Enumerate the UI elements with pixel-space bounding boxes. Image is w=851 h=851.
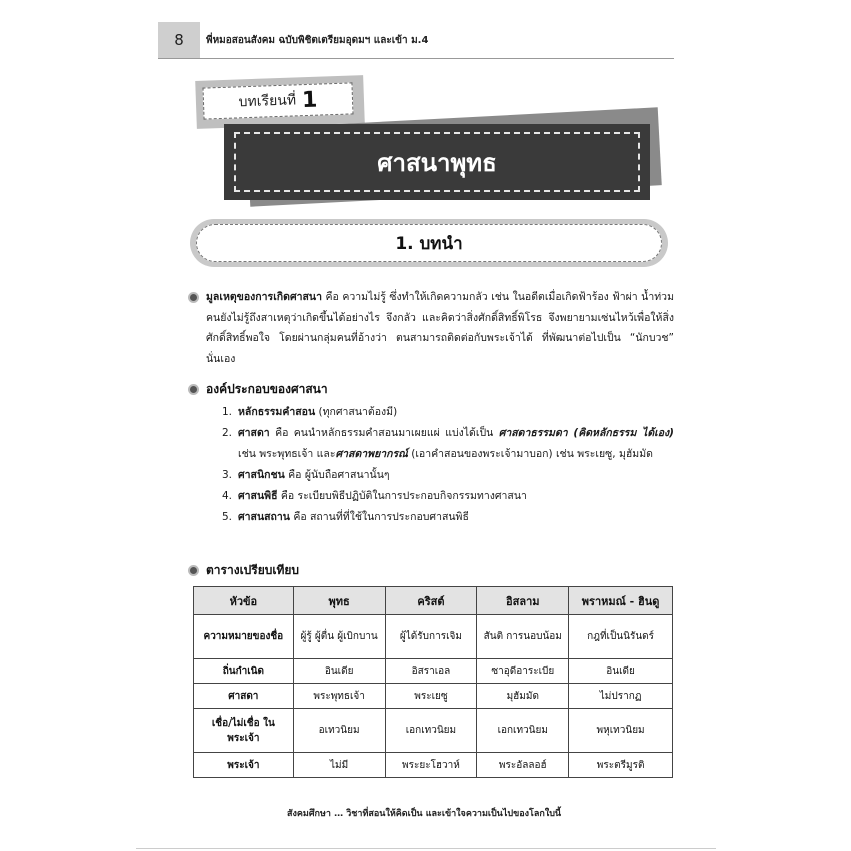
table-cell: อินเดีย [293, 659, 385, 684]
page-number: 8 [174, 31, 184, 49]
table-cell: พระยะโฮวาห์ [385, 753, 477, 778]
chapter-number: 1 [301, 87, 318, 113]
bullet-icon [188, 292, 199, 303]
table-cell: อิสราเอล [385, 659, 477, 684]
column-header: อิสลาม [477, 587, 569, 615]
table-cell: ผู้รู้ ผู้ตื่น ผู้เบิกบาน [293, 615, 385, 659]
table-cell: กฎที่เป็นนิรันดร์ [569, 615, 673, 659]
table-cell: พระเยซู [385, 684, 477, 709]
intro-lead: มูลเหตุของการเกิดศาสนา [206, 291, 322, 303]
table-header-row [194, 587, 673, 615]
table-cell: ซาอุดีอาระเบีย [477, 659, 569, 684]
list-item: 2. ศาสดา คือ คนนำหลักธรรมคำสอนมาเผยแผ่ แบ่งได้เป็น ศาสดาธรรมดา (คิดหลักธรรม ได้เอง) เช่น พระพุทธเจ้า และศาสดาพยากรณ์ (เอาคำสอนของพระเจ้ามาบอก) เช่น พระเยซู, มุฮัมมัด [222, 427, 674, 460]
intro-paragraph [206, 287, 674, 369]
table-cell: พระพุทธเจ้า [293, 684, 385, 709]
table-cell: เชื่อ/ไม่เชื่อ ในพระเจ้า [194, 709, 294, 753]
column-header: พุทธ [293, 587, 385, 615]
table-cell: พหุเทวนิยม [569, 709, 673, 753]
intro-text: คือ ความไม่รู้ ซึ่งทำให้เกิดความกลัว เช่น ในอดีตเมื่อเกิดฟ้าร้อง ฟ้าผ่า น้ำท่วม คนยังไม่รู้ถึงสาเหตุว่าเกิดขึ้นได้อย่างไร จึงกลัว และคิดว่าสิ่งศักดิ์สิทธิ์พิโรธ จึงพยายามเซ่นไหว้เพื่อให้สิ่งศักดิ์สิทธิ์พอใจ โดยผ่านกลุ่มคนที่อ้างว่า ตนสามารถติดต่อกับพระเจ้าได้ ที่พัฒนาต่อไปเป็น “นักบวช” นั่นเอง [206, 291, 674, 365]
table-cell: ไม่ปรากฏ [569, 684, 673, 709]
table-cell: ไม่มี [293, 753, 385, 778]
chapter-tab [202, 82, 353, 119]
bullet-icon [188, 384, 199, 395]
column-header: หัวข้อ [194, 587, 294, 615]
list-item: 4. ศาสนพิธี คือ ระเบียบพิธีปฏิบัติในการประกอบกิจกรรมทางศาสนา [222, 490, 527, 502]
table-row [194, 709, 673, 753]
table-row [194, 659, 673, 684]
footer-divider [136, 848, 716, 849]
table-cell: ถิ่นกำเนิด [194, 659, 294, 684]
table-cell: อเทวนิยม [293, 709, 385, 753]
list-item: 3. ศาสนิกชน คือ ผู้นับถือศาสนานั้นๆ [222, 469, 390, 481]
footer-text: สังคมศึกษา … วิชาที่สอนให้คิดเป็น และเข้าใจความเป็นไปของโลกใบนี้ [287, 809, 562, 819]
section-pill [196, 224, 662, 262]
header-divider [158, 58, 674, 59]
table-row [194, 615, 673, 659]
table-cell: เอกเทวนิยม [385, 709, 477, 753]
table-cell: สันติ การนอบน้อม [477, 615, 569, 659]
table-cell: ผู้ได้รับการเจิม [385, 615, 477, 659]
list-item: 5. ศาสนสถาน คือ สถานที่ที่ใช้ในการประกอบศาสนพิธี [222, 511, 469, 523]
table-cell: เอกเทวนิยม [477, 709, 569, 753]
table-row [194, 753, 673, 778]
components-heading: องค์ประกอบของศาสนา [206, 382, 328, 396]
comparison-heading: ตารางเปรียบเทียบ [206, 563, 300, 577]
table-cell: มุฮัมมัด [477, 684, 569, 709]
book-title: พี่หมอสอนสังคม ฉบับพิชิตเตรียมอุดมฯ และเข้า ม.4 [206, 35, 429, 46]
table-cell: ศาสดา [194, 684, 294, 709]
chapter-banner-frame [234, 132, 640, 192]
chapter-label: บทเรียนที่ [238, 92, 297, 111]
table-cell: พระอัลลอฮ์ [477, 753, 569, 778]
list-item: 1. หลักธรรมคำสอน (ทุกศาสนาต้องมี) [222, 406, 398, 418]
chapter-title: ศาสนาพุทธ [377, 148, 497, 177]
bullet-icon [188, 565, 199, 576]
table-row [194, 684, 673, 709]
comparison-table [193, 586, 673, 778]
table-cell: อินเดีย [569, 659, 673, 684]
column-header: คริสต์ [385, 587, 477, 615]
page-number-box [158, 22, 200, 58]
table-cell: พระตรีมูรติ [569, 753, 673, 778]
table-cell: พระเจ้า [194, 753, 294, 778]
column-header: พราหมณ์ - ฮินดู [569, 587, 673, 615]
section-title: 1. บทนำ [395, 233, 463, 254]
table-cell: ความหมายของชื่อ [194, 615, 294, 659]
components-list [222, 402, 674, 528]
